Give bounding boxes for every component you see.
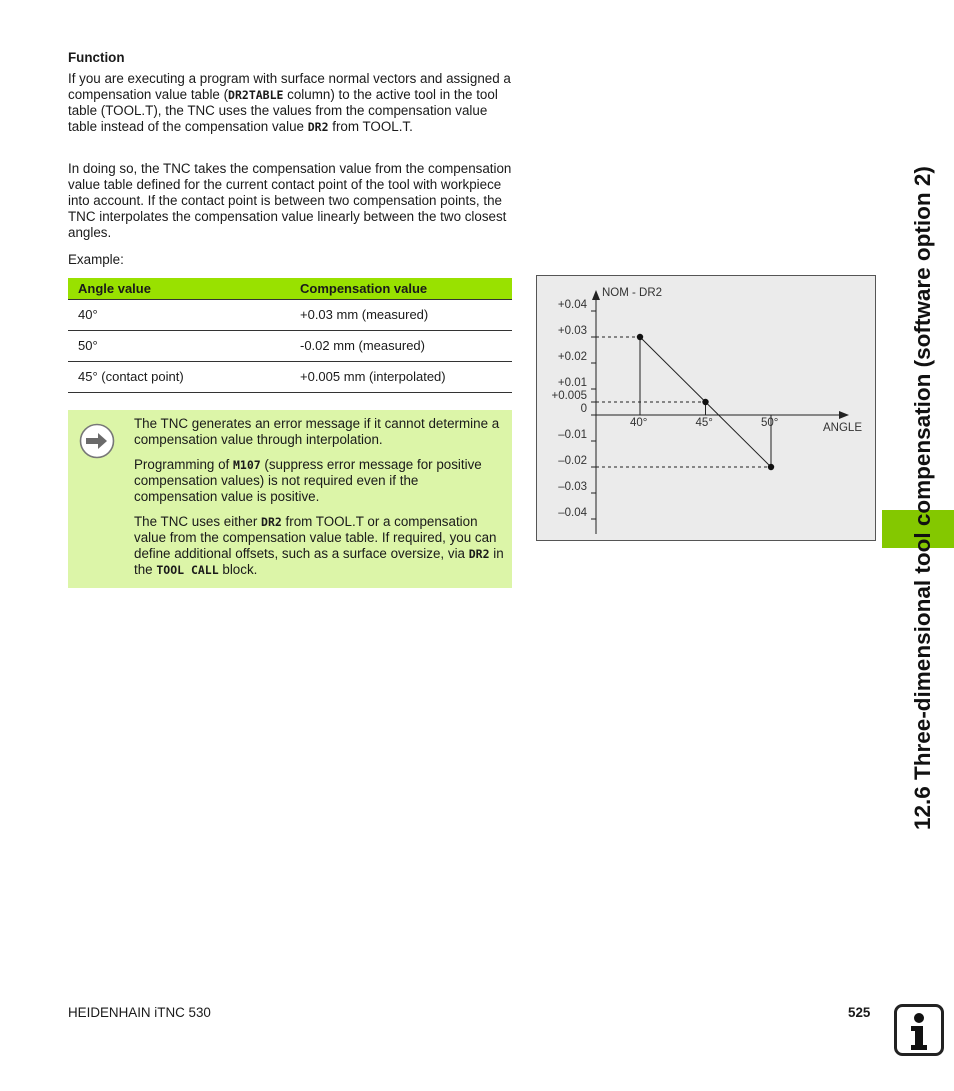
code-tool-call: TOOL CALL bbox=[156, 563, 219, 577]
text: from TOOL.T or a compensation value from the compensation value table. If required, you can define additional offsets, such as a surface oversize, via bbox=[134, 514, 497, 561]
text: from TOOL.T. bbox=[328, 119, 413, 134]
note-text bbox=[134, 416, 504, 587]
info-icon bbox=[894, 1004, 944, 1056]
note-paragraph-m107 bbox=[134, 457, 504, 505]
table-row bbox=[68, 300, 512, 331]
paragraph-contact-point: In doing so, the TNC takes the compensation value from the compensation value table defined for the current contact point of the tool with workpiece into account. If the contact point is between two compensation points, the TNC interpolates the compensation value linearly between the two closest angles. bbox=[68, 161, 512, 240]
code-dr2: DR2 bbox=[261, 515, 282, 529]
table-cell: 40° bbox=[68, 300, 300, 331]
table-row bbox=[68, 331, 512, 362]
paragraph-example: Example: bbox=[68, 252, 124, 267]
y-tick-label: 0 bbox=[580, 403, 587, 415]
code-dr2: DR2 bbox=[468, 547, 490, 561]
code-dr2: DR2 bbox=[307, 120, 329, 134]
y-tick-label: +0.02 bbox=[557, 351, 587, 363]
x-axis-label: ANGLE bbox=[823, 422, 862, 434]
table-cell: +0.03 mm (measured) bbox=[300, 300, 512, 331]
text: in the bbox=[134, 546, 504, 577]
y-tick-label: –0.02 bbox=[558, 455, 587, 467]
data-point bbox=[768, 464, 774, 470]
table-header-row bbox=[68, 278, 512, 300]
table-row bbox=[68, 362, 512, 393]
text: column) to the active tool in the tool table (TOOL.T), the TNC uses the values from the compensation value table instead of the compensation value bbox=[68, 87, 498, 134]
paragraph-intro bbox=[68, 71, 512, 135]
data-point bbox=[637, 334, 643, 340]
code-m107: M107 bbox=[232, 458, 261, 472]
y-tick-label: +0.03 bbox=[557, 325, 587, 337]
x-tick-label: 50° bbox=[761, 417, 779, 429]
y-axis-label: NOM - DR2 bbox=[602, 287, 663, 299]
x-tick-label: 40° bbox=[630, 417, 648, 429]
x-tick-label: 45° bbox=[695, 417, 713, 429]
text: Programming of bbox=[134, 457, 233, 472]
compensation-table bbox=[68, 278, 512, 393]
text: (suppress error message for positive compensation values) is not required even if the compensation value is positive. bbox=[134, 457, 482, 504]
data-point bbox=[702, 399, 708, 405]
header-angle-value: Angle value bbox=[68, 278, 300, 300]
table-cell: 50° bbox=[68, 331, 300, 362]
header-compensation-value: Compensation value bbox=[300, 278, 512, 300]
y-tick-label: –0.04 bbox=[558, 507, 587, 519]
chapter-title: 12.6 Three-dimensional tool compensation (software option 2) bbox=[910, 166, 935, 830]
table-cell: 45° (contact point) bbox=[68, 362, 300, 393]
arrow-right-icon bbox=[79, 423, 115, 459]
text: If you are executing a program with surface normal vectors and assigned a compensation value table ( bbox=[68, 71, 511, 102]
page-number: 525 bbox=[848, 1005, 871, 1020]
code-dr2table: DR2TABLE bbox=[228, 88, 284, 102]
y-tick-label: –0.03 bbox=[558, 481, 587, 493]
y-tick-label: +0.005 bbox=[551, 390, 587, 402]
y-axis-arrow bbox=[592, 290, 600, 300]
text: The TNC uses either bbox=[134, 514, 262, 529]
table-cell: -0.02 mm (measured) bbox=[300, 331, 512, 362]
x-axis-arrow bbox=[839, 411, 849, 419]
note-paragraph-dr2 bbox=[134, 514, 504, 578]
y-tick-label: +0.04 bbox=[557, 299, 587, 311]
text: block. bbox=[218, 562, 258, 577]
chart-svg bbox=[537, 276, 875, 540]
footer-product: HEIDENHAIN iTNC 530 bbox=[68, 1005, 211, 1020]
y-tick-label: –0.01 bbox=[558, 429, 587, 441]
compensation-chart bbox=[536, 275, 876, 541]
table-cell: +0.005 mm (interpolated) bbox=[300, 362, 512, 393]
section-heading: Function bbox=[68, 50, 125, 65]
y-tick-label: +0.01 bbox=[557, 377, 587, 389]
note-paragraph-error: The TNC generates an error message if it cannot determine a compensation value through interpolation. bbox=[134, 416, 500, 447]
